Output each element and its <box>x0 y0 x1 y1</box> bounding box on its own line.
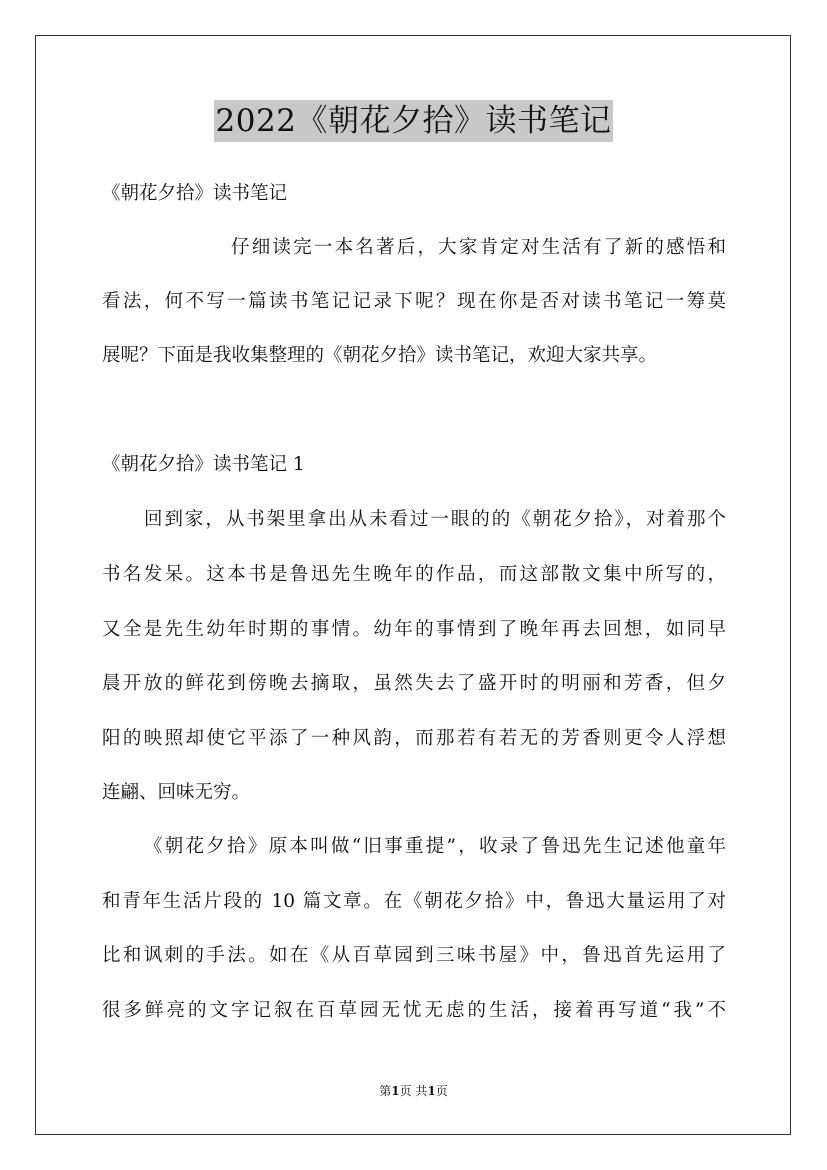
footer-page-mid: 页 共 <box>399 1084 428 1098</box>
paragraph-line: 又全是先生幼年时期的事情。幼年的事情到了晚年再去回想，如同早 <box>102 619 726 640</box>
paragraph-line: 阳的映照却使它平添了一种风韵，而那若有若无的芳香则更令人浮想 <box>102 728 726 749</box>
footer-page-prefix: 第 <box>379 1084 392 1098</box>
document-subtitle: 《朝花夕拾》读书笔记 <box>102 183 288 204</box>
paragraph-line: 很多鲜亮的文字记叙在百草园无忧无虑的生活，接着再写道“我”不 <box>102 1000 726 1021</box>
intro-line: 仔细读完一本名著后，大家肯定对生活有了新的感悟和 <box>231 237 726 258</box>
paragraph-line: 连翩、回味无穷。 <box>102 782 251 803</box>
intro-line: 看法，何不写一篇读书笔记记录下呢？现在你是否对读书笔记一筹莫 <box>102 291 726 312</box>
paragraph-line: 书名发呆。这本书是鲁迅先生晚年的作品，而这部散文集中所写的， <box>102 564 726 585</box>
paragraph-line: 晨开放的鲜花到傍晚去摘取，虽然失去了盛开时的明丽和芳香，但夕 <box>102 673 726 694</box>
page-footer <box>0 1083 827 1099</box>
section-heading: 《朝花夕拾》读书笔记 1 <box>102 454 305 475</box>
paragraph-line: 比和讽刺的手法。如在《从百草园到三味书屋》中，鲁迅首先运用了 <box>102 945 726 966</box>
footer-page-number: 1 <box>391 1084 400 1098</box>
intro-line: 展呢？下面是我收集整理的《朝花夕拾》读书笔记，欢迎大家共享。 <box>102 345 658 366</box>
title-container <box>0 100 827 142</box>
paragraph-line: 《朝花夕拾》原本叫做“旧事重提”，收录了鲁迅先生记述他童年 <box>144 836 726 857</box>
footer-total-pages: 1 <box>427 1084 436 1098</box>
paragraph-line: 回到家，从书架里拿出从未看过一眼的的《朝花夕拾》，对着那个 <box>144 509 726 530</box>
document-title: 2022《朝花夕拾》读书笔记 <box>214 100 614 142</box>
paragraph-line: 和青年生活片段的 10 篇文章。在《朝花夕拾》中，鲁迅大量运用了对 <box>102 891 726 912</box>
footer-page-suffix: 页 <box>435 1084 448 1098</box>
